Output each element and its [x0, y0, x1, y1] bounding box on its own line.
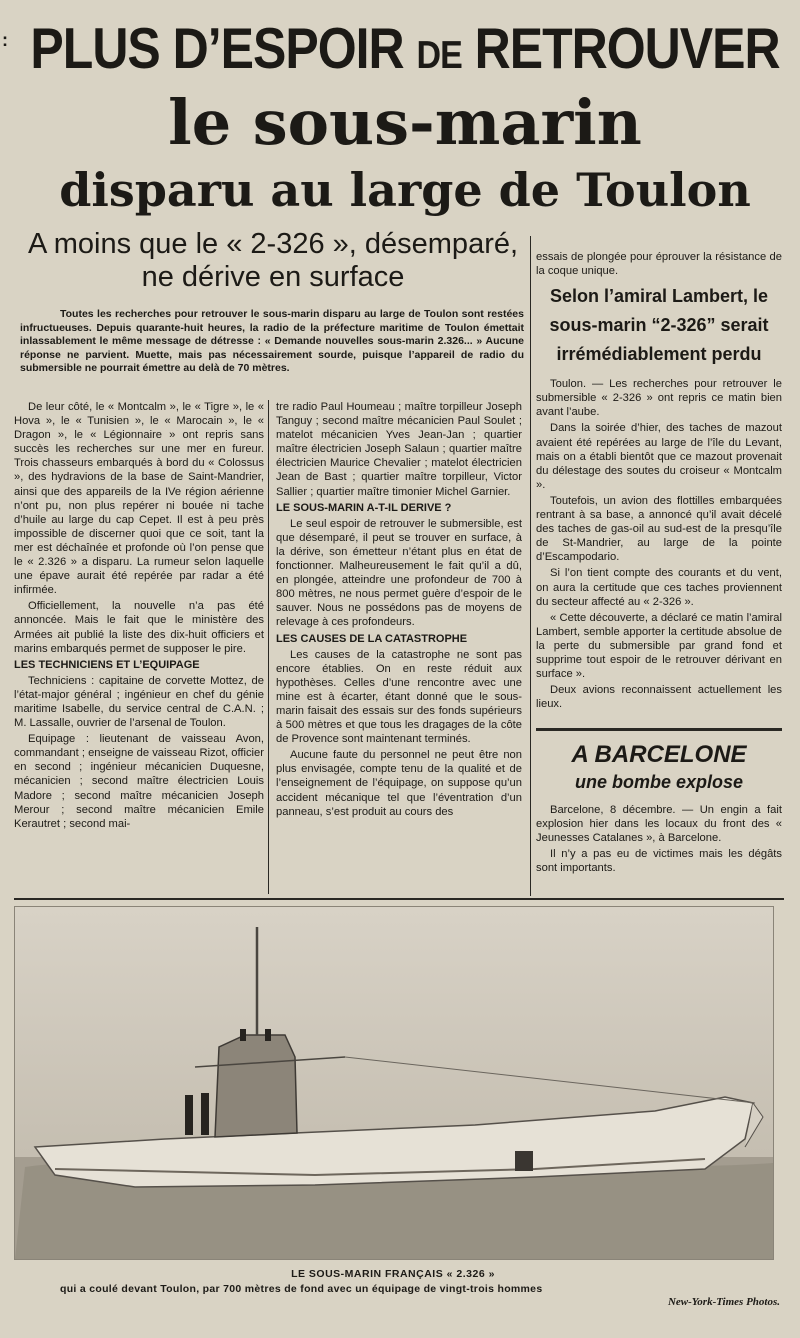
paragraph: Officiellement, la nouvelle n’a pas été annoncée. Mais le fait que le ministère des Armées ait publié la liste des dix-huit officiers et marins embarqués permet de supposer le pire.	[14, 600, 264, 655]
paragraph: Deux avions reconnaissent actuellement les lieux.	[536, 684, 782, 711]
paragraph: Si l’on tient compte des courants et du vent, on aura la certitude que ces taches proviennent du secteur affecté au « 2-326 ».	[536, 567, 782, 608]
hull-number-mark	[515, 1151, 533, 1171]
paragraph: Techniciens : capitaine de corvette Mottez, de l’état-major général ; ingénieur en chef du génie maritime Isabelle, du service central de C.A.N. ; M. Lassalle, ouvrier de l’arsenal de Toulon.	[14, 674, 264, 730]
photo-caption-detail: qui a coulé devant Toulon, par 700 mètres de fond avec un équipage de vingt-trois hommes	[60, 1283, 543, 1295]
crew-figure	[201, 1093, 209, 1135]
photo-top-rule	[14, 898, 784, 900]
paragraph: tre radio Paul Houmeau ; maître torpilleur Joseph Tanguy ; second maître mécanicien Paul Soulet ; matelot mécanicien Yves Jean-Jan ; quartier maître électricien Joseph Salaun ; quartier maître électricien Maurice Chevalier ; matelot électricien Jean de Bast ; quartier maître torpilleur, Victor Sallier ; quartier maître timonier Michel Garnier.	[276, 401, 522, 498]
paragraph: Toutefois, un avion des flottilles embarquées rentrant à sa base, a annoncé qu’il avait décelé des taches de gas-oil au sud-est de la presqu’île de St-Mandrier, au large de la pointe d’Escampodario.	[536, 494, 782, 564]
crew-figure	[265, 1029, 271, 1041]
conning-tower	[215, 1035, 297, 1137]
column-c	[536, 250, 782, 713]
box-title: A BARCELONE	[571, 741, 747, 768]
crew-figure	[185, 1095, 193, 1135]
paragraph: Barcelone, 8 décembre. — Un engin a fait explosion hier dans les locaux du front des « Jeunesses Catalanes », à Barcelone.	[536, 804, 782, 845]
subheading: LE SOUS-MARIN A-T-IL DERIVE ?	[276, 501, 452, 514]
box-subtitle: une bombe explose	[574, 772, 744, 792]
subheading: LES TECHNICIENS ET L’EQUIPAGE	[14, 658, 200, 671]
headline-line-2: le sous-marin	[168, 86, 642, 159]
column-b	[276, 400, 522, 821]
column-a	[14, 400, 264, 833]
article-intro: Toutes les recherches pour retrouver le sous-marin disparu au large de Toulon sont restées infructueuses. Depuis quarante-huit heures, la radio de la préfecture maritime de Toulon émettait inlassablement le même message de détresse : « Demande nouvelles sous-marin 2.326... » Aucune réponse ne parvient. Muette, mais pas nécessairement sourde, puisque l’appareil de radio du submersible ne pourrait émettre au delà de 70 mètres.	[20, 308, 524, 375]
paragraph: Il n’y a pas eu de victimes mais les dégâts sont importants.	[536, 848, 782, 875]
article-deck: A moins que le « 2-326 », désemparé, ne dérive en surface	[27, 228, 519, 293]
photo-caption: LE SOUS-MARIN FRANÇAIS « 2.326 »	[291, 1268, 495, 1280]
margin-mark: :	[2, 30, 8, 50]
paragraph: « Cette découverte, a déclaré ce matin l’amiral Lambert, semble apporter la certitude absolue de la perte du submersible par grand fond et supprime tout espoir de le retrouver dérivant en surface ».	[536, 611, 782, 681]
subheading: LES CAUSES DE LA CATASTROPHE	[276, 632, 468, 645]
paragraph: Le seul espoir de retrouver le submersible, est que désemparé, il peut se trouver en surface, à la dérive, son émetteur n’étant plus en état de fonctionner. Malheureusement le fait qu’il a dû, en plongée, atteindre une profondeur de 700 à 800 mètres, ne nous permet guère d’espoir de le sauver. Nous ne possédons pas de moyens de relevage à ces profondeurs.	[276, 517, 522, 629]
crew-figure	[240, 1029, 246, 1041]
headline-line-3: disparu au large de Toulon	[59, 163, 751, 217]
paragraph: Aucune faute du personnel ne peut être non plus envisagée, compte tenu de la qualité et de l’enseignement de l’équipage, on suppose qu’un accident mécanique tel que l’éventration d’un panneau, s’est produit au cours des	[276, 749, 522, 818]
headline-part-a: PLUS D’ESPOIR	[30, 16, 404, 81]
photo-credit: New-York-Times Photos.	[667, 1296, 780, 1308]
paragraph: De leur côté, le « Montcalm », le « Tigre », le « Hova », le « Tunisien », le « Marocain », le « Dragon », le « Légionnaire » ont repris sans succès les recherches sur une mer en fureur. Trois chasseurs embarqués à bord du « Colossus », des hydravions de la base de Saint-Mandrier, ainsi que des appareils de la IVe région aérienne n’ont pu, non plus repérer ni bouée ni tache d’huile au large du cap Cepet. Il est à peu près impossible de discerner quoi que ce soit, tant la mer est déchaînée et profonde où l’on pense que le « 2.326 » a disparu. La rumeur selon laquelle une épave aurait été repérée par radar a été infirmée.	[14, 401, 264, 597]
side-article-headline: Selon l’amiral Lambert, le sous-marin “2-326” serait irrémédiablement perdu	[549, 286, 769, 365]
column-rule-right	[530, 236, 531, 896]
headline-part-b: DE	[416, 33, 462, 78]
headline-part-c: RETROUVER	[474, 16, 780, 81]
paragraph: Les causes de la catastrophe ne sont pas encore établies. On en reste réduit aux hypothèses. Celles d’une rencontre avec une mine est à écarter, étant donné que le sous-marin faisait des essais sur des fonds supérieurs à 500 mètres et que tous les dragages de la côte de Provence sont maintenant terminés.	[276, 648, 522, 746]
paragraph: Dans la soirée d’hier, des taches de mazout avaient été repérées au large de l’île du Levant, mais on a établi bientôt que ce mazout provenait du délestage des soutes du croiseur « Montcalm ».	[536, 422, 782, 491]
submarine-photo	[14, 906, 774, 1260]
paragraph: Toulon. — Les recherches pour retrouver le submersible « 2-326 » ont repris ce matin bien avant l’aube.	[536, 378, 782, 419]
barcelona-box	[536, 728, 782, 879]
column-rule-middle	[268, 400, 269, 894]
submarine-illustration	[15, 907, 773, 1259]
headline-line-1	[20, 14, 790, 90]
paragraph: essais de plongée pour éprouver la résistance de la coque unique.	[536, 251, 782, 278]
paragraph: Equipage : lieutenant de vaisseau Avon, commandant ; enseigne de vaisseau Rizot, officier en second ; ingénieur mécanicien Duquesne, mécanicien ; second maître électricien Louis Madore ; second maître mécanicien Joseph Merour ; second maître mécanicien Emile Kerautret ; second mai-	[14, 733, 264, 830]
